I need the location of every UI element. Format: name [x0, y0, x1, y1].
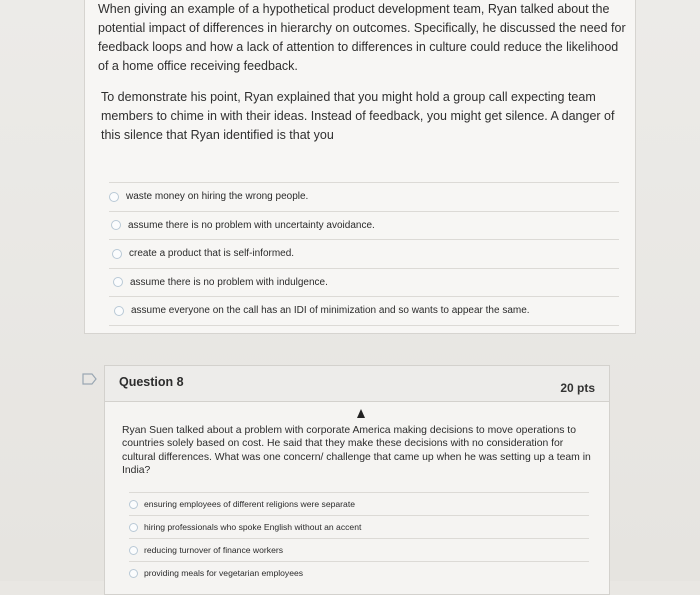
question-points: 20 pts — [560, 381, 595, 395]
question-8-header — [105, 366, 609, 402]
question-8-answers — [129, 492, 589, 584]
answer-label: ensuring employees of different religions were separate — [144, 499, 355, 509]
radio-button[interactable] — [111, 220, 121, 230]
radio-button[interactable] — [129, 500, 138, 509]
radio-button[interactable] — [129, 546, 138, 555]
flag-question-icon[interactable] — [82, 373, 98, 385]
answer-option[interactable] — [109, 268, 619, 297]
mouse-cursor-icon — [357, 409, 365, 418]
question-7-card — [84, 0, 636, 334]
answer-option[interactable] — [109, 296, 619, 326]
answer-label: hiring professionals who spoke English without an accent — [144, 522, 362, 532]
answer-option[interactable] — [109, 182, 619, 211]
answer-option[interactable] — [109, 239, 619, 268]
answer-label: assume there is no problem with indulgence. — [130, 276, 328, 288]
answer-label: create a product that is self-informed. — [129, 248, 295, 260]
question-7-paragraph-2: To demonstrate his point, Ryan explained that you might hold a group call expecting team members to chime in with their ideas. Instead of feedback, you might get silence. A danger of this silence that Ryan identified is that you — [101, 90, 615, 142]
question-title: Question 8 — [119, 375, 184, 389]
answer-label: waste money on hiring the wrong people. — [126, 191, 309, 203]
answer-label: assume everyone on the call has an IDI of minimization and so wants to appear the same. — [131, 305, 530, 317]
radio-button[interactable] — [112, 249, 122, 259]
radio-button[interactable] — [113, 277, 123, 287]
question-7-paragraph-1: When giving an example of a hypothetical product development team, Ryan talked about the potential impact of differences in hierarchy on outcomes. Specifically, he discussed the need for feedback loops and how a lack of attention to differences in culture could reduce the likelihood of a home office receiving feedback. — [98, 2, 626, 73]
answer-label: reducing turnover of finance workers — [144, 545, 284, 555]
question-8-card — [104, 365, 610, 595]
answer-option[interactable] — [129, 538, 589, 561]
question-7-answers — [109, 182, 619, 326]
radio-button[interactable] — [129, 523, 138, 532]
answer-label: assume there is no problem with uncertainty avoidance. — [128, 219, 375, 231]
radio-button[interactable] — [114, 306, 124, 316]
answer-option[interactable] — [129, 492, 589, 515]
answer-option[interactable] — [129, 515, 589, 538]
radio-button[interactable] — [109, 192, 119, 202]
question-8-text: Ryan Suen talked about a problem with corporate America making decisions to move operations to countries solely based on cost. He said that they make these decisions with no consideration for cultural differences. What was one concern/ challenge that came up when he was setting up a team in India? — [122, 425, 591, 477]
answer-option[interactable] — [109, 211, 619, 240]
radio-button[interactable] — [129, 569, 138, 578]
answer-label: providing meals for vegetarian employees — [144, 568, 304, 578]
